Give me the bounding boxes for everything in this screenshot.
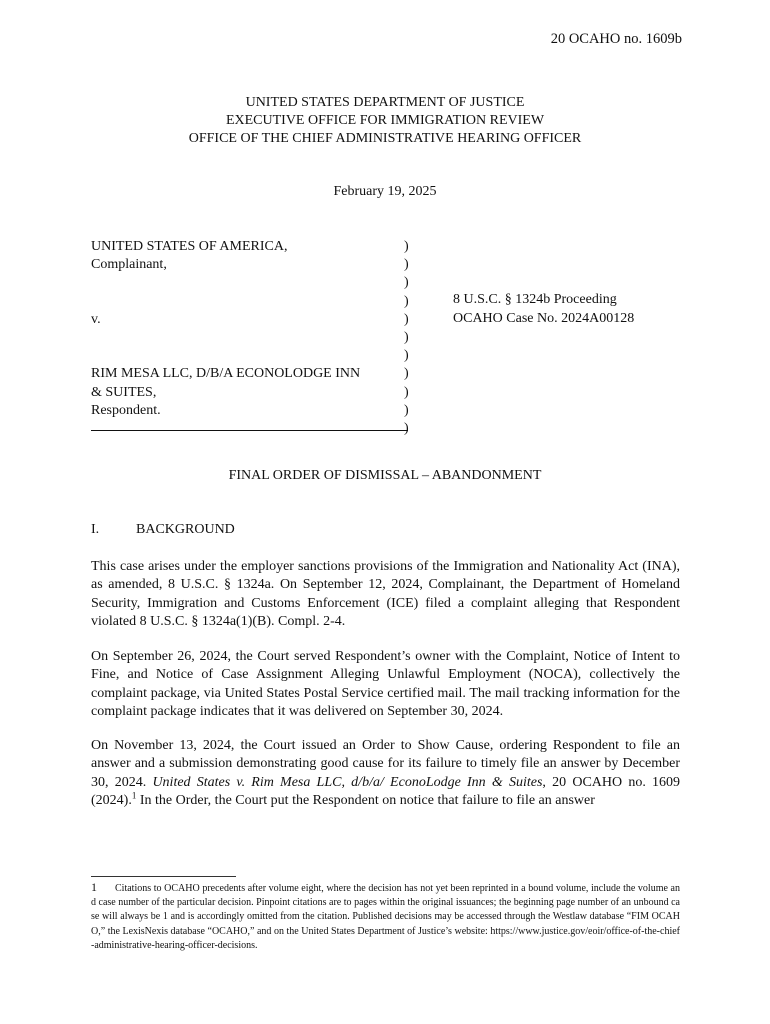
case-caption-parties	[91, 238, 401, 420]
order-date: February 19, 2025	[333, 184, 437, 199]
footnote-number: 1	[91, 880, 97, 894]
agency-line-3: OFFICE OF THE CHIEF ADMINISTRATIVE HEARING OFFICER	[188, 131, 582, 146]
paragraph-3-text-a: On November 13, 2024, the Court issued an Order to Show Cause, ordering Respondent to file an answer and a submission demonstrating good cause for its failure to timely file an answer by December 30, 2024.	[91, 738, 680, 790]
versus: v.	[91, 311, 101, 327]
caption-divider	[91, 430, 408, 431]
section-number: I.	[91, 522, 100, 537]
paragraph-3	[91, 737, 680, 810]
paragraph-1: This case arises under the employer sanctions provisions of the Immigration and Nationality Act (INA), as amended, 8 U.S.C. § 1324a. On September 12, 2024, Complainant, the Department of Homeland Security, Immigration and Customs Enforcement (ICE) filed a complaint alleging that Respondent violated 8 U.S.C. § 1324a(1)(B). Compl. 2-4.	[91, 559, 680, 629]
footnote-text: Citations to OCAHO precedents after volume eight, where the decision has not yet been reprinted in a bound volume, include the volume and case number of the particular decision. Pinpoint citations are to pages within the original issuances; the beginning page number of an unbound case will always be 1 and is accordingly omitted from the citation. Published decisions may be accessed through the Westlaw database “FIM OCAHO,” the LexisNexis database “OCAHO,” and on the United States Department of Justice’s website: https://www.justice.gov/eoir/office-of-the-chief-administrative-hearing-officer-decisions.	[91, 883, 680, 951]
respondent-name-line-2: & SUITES,	[91, 384, 157, 400]
footnote-reference[interactable]: 1	[131, 790, 137, 801]
caption-parentheses: ) ) ) ) ) ) ) ) ) ) )	[404, 239, 409, 436]
case-caption-details	[453, 290, 634, 328]
complainant-name: UNITED STATES OF AMERICA,	[91, 239, 288, 254]
case-citation: United States v. Rim Mesa LLC, d/b/a/ EconoLodge Inn & Suites	[152, 774, 543, 790]
paragraph-3-text-b: , 20 OCAHO no. 1609 (2024).	[91, 774, 681, 808]
docket-number: 20 OCAHO no. 1609b	[550, 31, 682, 47]
order-title: FINAL ORDER OF DISMISSAL – ABANDONMENT	[228, 468, 542, 483]
paragraph-2: On September 26, 2024, the Court served Respondent’s owner with the Complaint, Notice of Intent to Fine, and Notice of Case Assignment Alleging Unlawful Employment (NOCA), collectively the complaint package, via United States Postal Service certified mail. The mail tracking information for the complaint package indicates that it was delivered on September 30, 2024.	[91, 649, 680, 719]
section-title: BACKGROUND	[136, 522, 235, 537]
agency-line-2: EXECUTIVE OFFICE FOR IMMIGRATION REVIEW	[225, 113, 545, 128]
footnote	[91, 880, 680, 953]
respondent-role: Respondent.	[91, 402, 161, 418]
agency-line-1: UNITED STATES DEPARTMENT OF JUSTICE	[245, 95, 525, 110]
proceeding-type: 8 U.S.C. § 1324b Proceeding	[453, 292, 617, 307]
paragraph-3-text-c: In the Order, the Court put the Respondent on notice that failure to file an answer	[136, 792, 595, 808]
section-heading	[91, 522, 235, 538]
complainant-role: Complainant,	[91, 257, 167, 273]
respondent-name-line-1: RIM MESA LLC, D/B/A ECONOLODGE INN	[91, 366, 361, 382]
footnote-divider	[91, 876, 236, 877]
agency-header	[0, 94, 770, 148]
case-number: OCAHO Case No. 2024A00128	[453, 311, 635, 326]
